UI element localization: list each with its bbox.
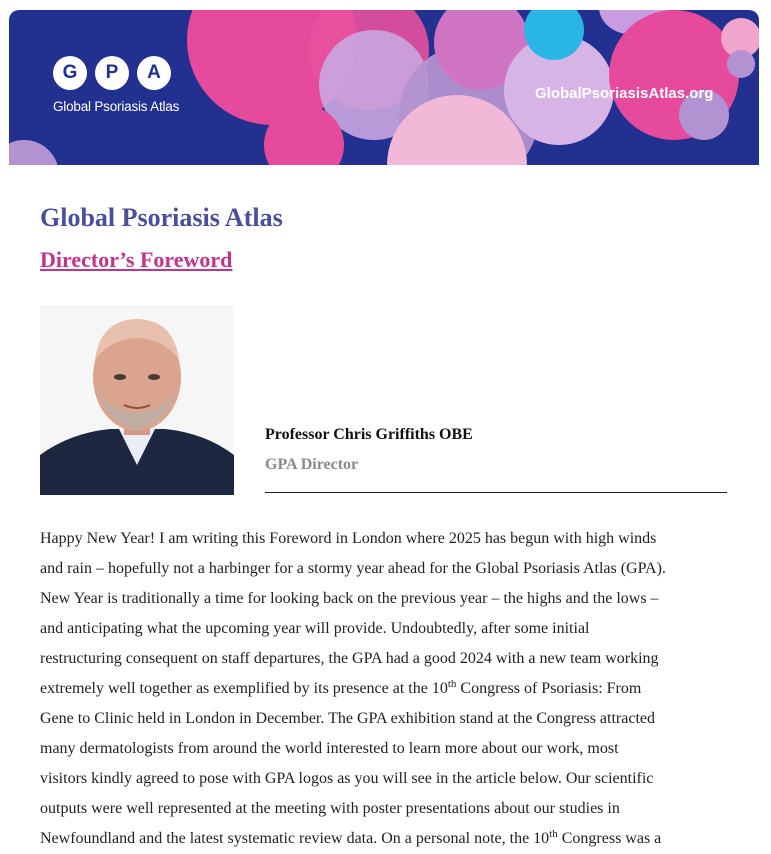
- site-url-link[interactable]: GlobalPsoriasisAtlas.org: [535, 85, 714, 102]
- foreword-body: [40, 524, 740, 854]
- paragraph-line: Gene to Clinic held in London in December. The GPA exhibition stand at the Congress attracted: [40, 710, 655, 727]
- header-banner: [9, 10, 759, 165]
- decorative-bubble: [9, 140, 59, 165]
- foreword-heading-link[interactable]: Director’s Foreword: [40, 247, 233, 272]
- line-text: Congress of Psoriasis: From: [456, 680, 642, 697]
- paragraph-line: and anticipating what the upcoming year will provide. Undoubtedly, after some initial: [40, 620, 590, 637]
- logo-caption: Global Psoriasis Atlas: [53, 99, 180, 114]
- page-title: Global Psoriasis Atlas: [40, 203, 283, 232]
- portrait-illustration: [40, 305, 234, 495]
- paragraph-line: [40, 674, 740, 704]
- line-text: extremely well together as exemplified by its presence at the 10: [40, 680, 448, 697]
- logo-letter-a: A: [137, 56, 171, 90]
- paragraph-line: [40, 824, 740, 854]
- ordinal-suffix: th: [447, 678, 457, 690]
- paragraph-line: Happy New Year! I am writing this Foreword in London where 2025 has begun with high winds: [40, 530, 657, 547]
- paragraph-line: restructuring consequent on staff departures, the GPA had a good 2024 with a new team working: [40, 650, 659, 667]
- foreword-paragraph: [40, 524, 740, 854]
- gpa-logo: [53, 56, 171, 90]
- logo-letter-p: P: [95, 56, 129, 90]
- paragraph-line: outputs were well represented at the meeting with poster presentations about our studies in: [40, 800, 620, 817]
- director-portrait: [40, 305, 234, 495]
- director-role: GPA Director: [265, 456, 359, 473]
- ordinal-suffix: th: [549, 828, 558, 840]
- paragraph-line: visitors kindly agreed to pose with GPA logos as you will see in the article below. Our scientific: [40, 770, 654, 787]
- decorative-bubble: [727, 50, 755, 78]
- paragraph-line: New Year is traditionally a time for looking back on the previous year – the highs and the lows –: [40, 590, 659, 607]
- line-text: Newfoundland and the latest systematic review data. On a personal note, the 10: [40, 830, 550, 847]
- divider: [265, 492, 727, 493]
- paragraph-line: and rain – hopefully not a harbinger for a stormy year ahead for the Global Psoriasis Atlas (GPA).: [40, 560, 666, 577]
- director-name: Professor Chris Griffiths OBE: [265, 426, 473, 443]
- paragraph-line: many dermatologists from around the world interested to learn more about our work, most: [40, 740, 619, 757]
- logo-letter-g: G: [53, 56, 87, 90]
- line-text: Congress was a: [557, 830, 662, 847]
